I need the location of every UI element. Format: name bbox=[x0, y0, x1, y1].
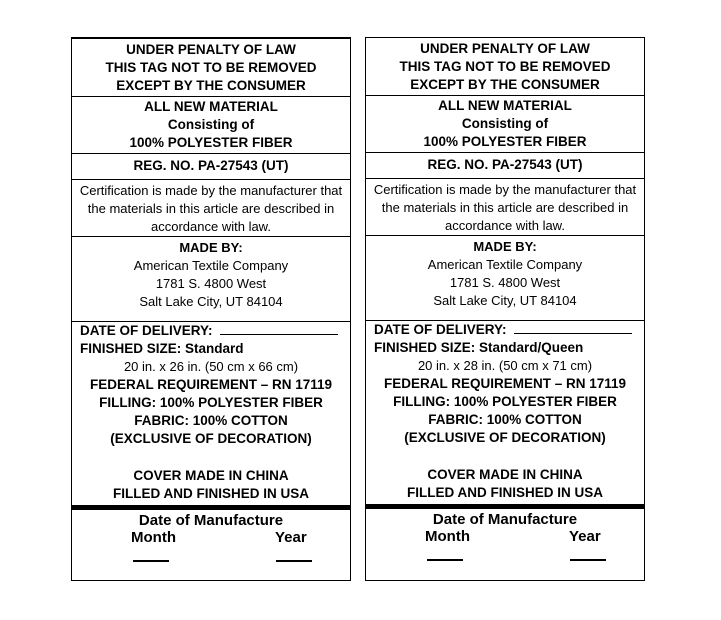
product-details-section bbox=[72, 322, 350, 507]
dimensions-text: 20 in. x 26 in. (50 cm x 66 cm) bbox=[123, 359, 299, 374]
delivery-date-row bbox=[374, 321, 632, 339]
certification-line: accordance with law. bbox=[445, 218, 565, 233]
year-label: Year bbox=[569, 528, 601, 545]
manufacturer-section bbox=[72, 237, 350, 322]
delivery-date-label: DATE OF DELIVERY: bbox=[80, 323, 213, 338]
filling-text: FILLING: 100% POLYESTER FIBER bbox=[393, 394, 617, 409]
certification-line: the materials in this article are described in bbox=[381, 200, 629, 215]
law-header bbox=[72, 39, 350, 97]
federal-requirement: FEDERAL REQUIREMENT – RN 17119 bbox=[383, 376, 627, 391]
company-line: Salt Lake City, UT 84104 bbox=[139, 294, 283, 309]
material-line: Consisting of bbox=[167, 117, 255, 132]
material-line: 100% POLYESTER FIBER bbox=[423, 134, 587, 149]
material-line: ALL NEW MATERIAL bbox=[144, 99, 278, 114]
material-section bbox=[366, 96, 644, 153]
finished-size-value: Standard bbox=[185, 341, 244, 356]
finished-size-value: Standard/Queen bbox=[479, 340, 584, 355]
month-label: Month bbox=[425, 528, 470, 545]
company-line: Salt Lake City, UT 84104 bbox=[433, 293, 577, 308]
month-blank bbox=[427, 559, 463, 561]
manufacture-date-section bbox=[72, 510, 350, 580]
certification-section bbox=[366, 179, 644, 236]
filling-text: FILLING: 100% POLYESTER FIBER bbox=[99, 395, 323, 410]
law-header-line: EXCEPT BY THE CONSUMER bbox=[410, 77, 600, 92]
material-line: ALL NEW MATERIAL bbox=[438, 98, 572, 113]
certification-line: Certification is made by the manufacturer that bbox=[373, 182, 637, 197]
law-header-line: UNDER PENALTY OF LAW bbox=[126, 42, 296, 57]
exclusive-text: (EXCLUSIVE OF DECORATION) bbox=[110, 431, 312, 446]
company-line: American Textile Company bbox=[427, 257, 583, 272]
delivery-date-label: DATE OF DELIVERY: bbox=[374, 322, 507, 337]
year-label: Year bbox=[275, 529, 307, 546]
certification-line: Certification is made by the manufacturer that bbox=[79, 183, 343, 198]
year-blank bbox=[276, 560, 312, 562]
law-header bbox=[366, 38, 644, 96]
month-label: Month bbox=[131, 529, 176, 546]
law-header-line: THIS TAG NOT TO BE REMOVED bbox=[105, 60, 317, 75]
federal-requirement: FEDERAL REQUIREMENT – RN 17119 bbox=[89, 377, 333, 392]
law-tag-standard-queen bbox=[365, 37, 645, 581]
cover-origin-text: COVER MADE IN CHINA bbox=[427, 467, 583, 482]
finished-size-row bbox=[374, 339, 583, 357]
registration-number bbox=[366, 153, 644, 179]
exclusive-text: (EXCLUSIVE OF DECORATION) bbox=[404, 430, 606, 445]
material-section bbox=[72, 97, 350, 154]
made-by-label: MADE BY: bbox=[473, 239, 537, 254]
fabric-text: FABRIC: 100% COTTON bbox=[428, 412, 582, 427]
finished-size-label: FINISHED SIZE: bbox=[374, 340, 476, 355]
law-header-line: THIS TAG NOT TO BE REMOVED bbox=[399, 59, 611, 74]
reg-no-text: REG. NO. PA-27543 (UT) bbox=[427, 157, 583, 172]
registration-number bbox=[72, 154, 350, 180]
law-header-line: UNDER PENALTY OF LAW bbox=[420, 41, 590, 56]
delivery-date-blank bbox=[220, 322, 338, 335]
company-line: 1781 S. 4800 West bbox=[155, 276, 267, 291]
delivery-date-row bbox=[80, 322, 338, 340]
certification-line: the materials in this article are described in bbox=[87, 201, 335, 216]
law-header-line: EXCEPT BY THE CONSUMER bbox=[116, 78, 306, 93]
law-tag-standard bbox=[71, 37, 351, 581]
year-blank bbox=[570, 559, 606, 561]
cover-origin-text: COVER MADE IN CHINA bbox=[133, 468, 289, 483]
manufacture-date-title: Date of Manufacture bbox=[432, 511, 578, 528]
material-line: 100% POLYESTER FIBER bbox=[129, 135, 293, 150]
finished-size-row bbox=[80, 340, 244, 358]
month-blank bbox=[133, 560, 169, 562]
company-line: American Textile Company bbox=[133, 258, 289, 273]
delivery-date-blank bbox=[514, 321, 632, 334]
filled-origin-text: FILLED AND FINISHED IN USA bbox=[406, 485, 603, 500]
manufacturer-section bbox=[366, 236, 644, 321]
fabric-text: FABRIC: 100% COTTON bbox=[134, 413, 288, 428]
company-line: 1781 S. 4800 West bbox=[449, 275, 561, 290]
product-details-section bbox=[366, 321, 644, 506]
manufacture-date-title: Date of Manufacture bbox=[138, 512, 284, 529]
material-line: Consisting of bbox=[461, 116, 549, 131]
certification-line: accordance with law. bbox=[151, 219, 271, 234]
manufacture-date-section bbox=[366, 509, 644, 580]
finished-size-label: FINISHED SIZE: bbox=[80, 341, 182, 356]
dimensions-text: 20 in. x 28 in. (50 cm x 71 cm) bbox=[417, 358, 593, 373]
filled-origin-text: FILLED AND FINISHED IN USA bbox=[112, 486, 309, 501]
certification-section bbox=[72, 180, 350, 237]
reg-no-text: REG. NO. PA-27543 (UT) bbox=[133, 158, 289, 173]
made-by-label: MADE BY: bbox=[179, 240, 243, 255]
